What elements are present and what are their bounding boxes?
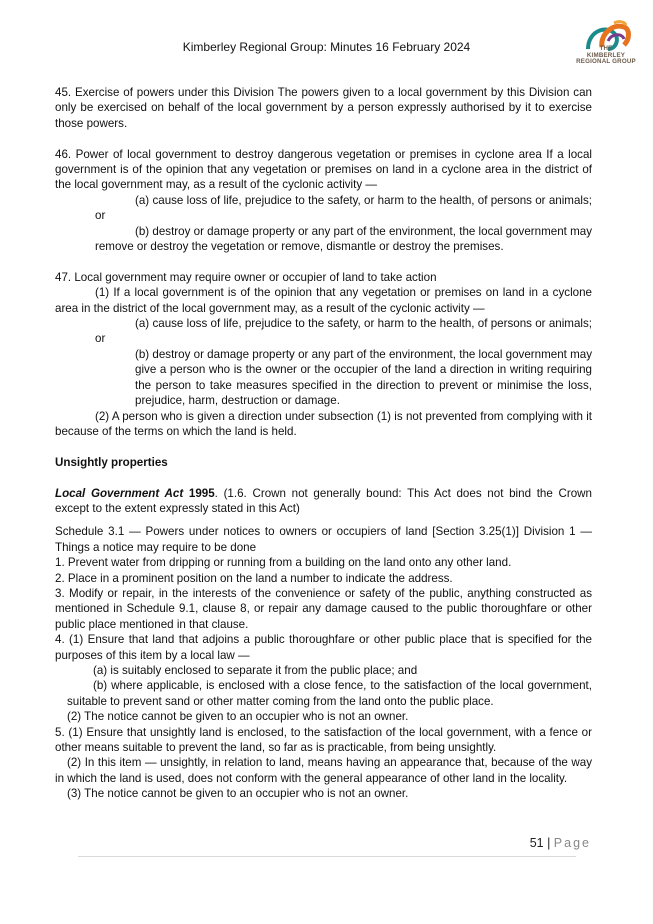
page-separator: | — [543, 836, 554, 850]
paragraph-47-heading: 47. Local government may require owner or occupier of land to take action — [55, 270, 437, 284]
logo-text-line: THE — [599, 45, 613, 52]
page-word: Page — [553, 836, 591, 850]
paragraph-47-2: (2) A person who is given a direction under subsection (1) is not prevented from complying with it because of the terms on which the land is held. — [55, 409, 592, 438]
paragraph-47-a: (a) cause loss of life, prejudice to the safety, or harm to the health, of persons or animals; or — [95, 317, 592, 346]
act-citation — [55, 486, 592, 517]
schedule-subitem: (a) is suitably enclosed to separate it from the public place; and — [93, 663, 418, 677]
page-number — [530, 836, 591, 851]
logo-text-line: REGIONAL GROUP — [576, 58, 636, 65]
section-heading: Unsightly properties — [55, 455, 168, 469]
schedule-item: 4. (1) Ensure that land that adjoins a public thoroughfare or other public place that is specified for the purposes of this item by a local law — — [55, 633, 592, 662]
act-year: 1995 — [183, 486, 215, 500]
page-header-title: Kimberley Regional Group: Minutes 16 February 2024 — [182, 40, 471, 54]
paragraph-46-b: (b) destroy or damage property or any part of the environment, the local government may remove or destroy the vegetation or remove, dismantle or destroy the premises. — [95, 224, 592, 254]
schedule-subitem: (b) where applicable, is enclosed with a close fence, to the satisfaction of the local government, suitable to prevent sand or other matter coming from the land onto the public place. — [67, 679, 592, 708]
footer-divider — [78, 856, 576, 857]
act-name: Local Government Act — [55, 486, 184, 500]
paragraph-46-intro: 46. Power of local government to destroy dangerous vegetation or premises in cyclone area If a local government is of the opinion that any vegetation or premises on land in a cyclone area in the district of the local government may, as a result of the cyclonic activity — — [55, 147, 592, 192]
act-note: . (1.6. Crown not generally bound: This Act does not bind the Crown except to the extent expressly stated in this Act) — [55, 486, 592, 515]
paragraph-47-b: (b) destroy or damage property or any part of the environment, the local government may give a person who is the owner or the occupier of the land a direction in writing requiring the person to take measures specified in the direction to prevent or minimise the loss, prejudice, harm, destruction or damage. — [135, 347, 592, 408]
schedule-subitem: (2) The notice cannot be given to an occupier who is not an owner. — [67, 710, 409, 724]
paragraph-47-1: (1) If a local government is of the opinion that any vegetation or premises on land in a cyclone area in the district of the local government may, as a result of the cyclonic activity — — [55, 286, 592, 315]
schedule-subitem: (2) In this item — unsightly, in relation to land, means having an appearance that, because of the way in which the land is used, does not conform with the general appearance of other land in the locality. — [55, 756, 592, 785]
document-body — [55, 85, 592, 802]
page-number-value: 51 — [529, 836, 544, 850]
schedule-item: 2. Place in a prominent position on the land a number to indicate the address. — [55, 571, 453, 585]
schedule-intro: Schedule 3.1 — Powers under notices to owners or occupiers of land [Section 3.25(1)] Division 1 — Things a notice may require to be done — [55, 525, 592, 554]
paragraph-45: 45. Exercise of powers under this Division The powers given to a local government by this Division can only be exercised on behalf of the local government by a person expressly authorised by it to exercise those powers. — [55, 86, 592, 130]
schedule-subitem: (3) The notice cannot be given to an occupier who is not an owner. — [67, 787, 409, 801]
schedule-item: 5. (1) Ensure that unsightly land is enclosed, to the satisfaction of the local government, with a fence or other means suitable to prevent the land, so far as is practicable, from being unsightly. — [55, 725, 592, 754]
paragraph-46-a: (a) cause loss of life, prejudice to the safety, or harm to the health, of persons or animals; or — [95, 193, 592, 223]
logo-text-line: KIMBERLEY — [586, 51, 626, 59]
schedule-item: 1. Prevent water from dripping or running from a building on the land onto any other land. — [55, 556, 512, 570]
logo-text — [574, 46, 638, 66]
schedule-item: 3. Modify or repair, in the interests of the convenience or safety of the public, anything constructed as mentioned in Schedule 9.1, clause 8, or repair any damage caused to the public thoroughfare or other public place mentioned in that clause. — [55, 586, 592, 631]
